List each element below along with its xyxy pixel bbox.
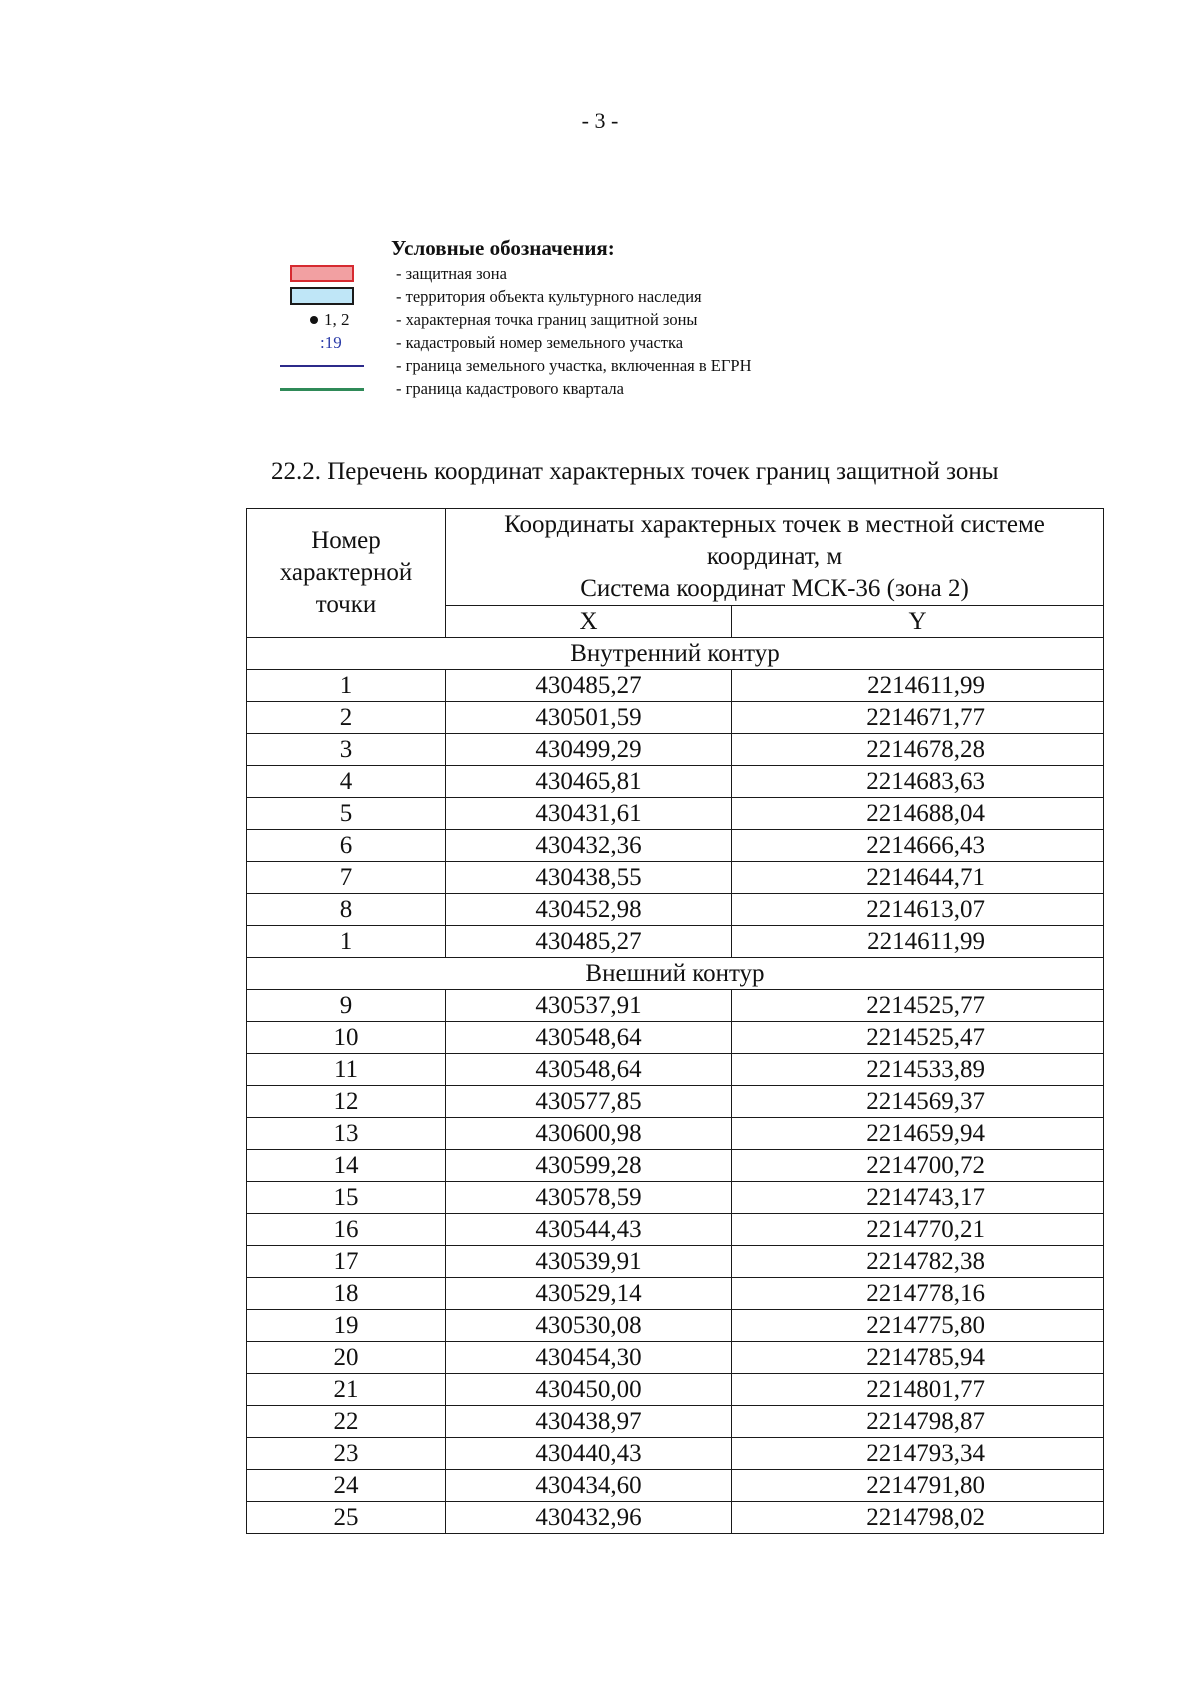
y-coordinate-cell: 2214569,37 [732, 1086, 1104, 1118]
x-coordinate-cell: 430600,98 [446, 1118, 732, 1150]
x-coordinate-cell: 430438,97 [446, 1406, 732, 1438]
y-coordinate-cell: 2214770,21 [732, 1214, 1104, 1246]
legend-item-cadastral-number [278, 332, 918, 354]
x-coordinate-cell: 430450,00 [446, 1374, 732, 1406]
point-number-cell: 25 [247, 1502, 446, 1534]
point-number-cell: 12 [247, 1086, 446, 1118]
table-row [247, 926, 1104, 958]
table-row [247, 1022, 1104, 1054]
y-coordinate-cell: 2214688,04 [732, 798, 1104, 830]
y-coordinate-cell: 2214782,38 [732, 1246, 1104, 1278]
point-number-sample: 1, 2 [324, 310, 350, 329]
header-point-number: Номер характерной точки [247, 509, 446, 638]
table-row [247, 990, 1104, 1022]
table-row [247, 1182, 1104, 1214]
x-coordinate-cell: 430440,43 [446, 1438, 732, 1470]
point-number-cell: 24 [247, 1470, 446, 1502]
table-row [247, 1406, 1104, 1438]
legend-symbol [278, 332, 368, 354]
table-row [247, 1086, 1104, 1118]
legend-item-text: - граница кадастрового квартала [396, 379, 624, 398]
section-heading: 22.2. Перечень координат характерных точек границ защитной зоны [271, 458, 999, 485]
point-number-cell: 8 [247, 894, 446, 926]
table-row [247, 766, 1104, 798]
legend-item-text: - кадастровый номер земельного участка [396, 333, 684, 352]
y-coordinate-cell: 2214611,99 [732, 670, 1104, 702]
x-coordinate-cell: 430438,55 [446, 862, 732, 894]
header-x: X [446, 606, 732, 638]
y-coordinate-cell: 2214613,07 [732, 894, 1104, 926]
x-coordinate-cell: 430454,30 [446, 1342, 732, 1374]
point-number-cell: 16 [247, 1214, 446, 1246]
x-coordinate-cell: 430529,14 [446, 1278, 732, 1310]
point-number-cell: 18 [247, 1278, 446, 1310]
legend-item-land-boundary [278, 355, 918, 377]
table-header-row [247, 509, 1104, 606]
y-coordinate-cell: 2214683,63 [732, 766, 1104, 798]
point-number-cell: 14 [247, 1150, 446, 1182]
header-coordinates-line2: Система координат МСК-36 (зона 2) [580, 575, 969, 602]
point-number-cell: 13 [247, 1118, 446, 1150]
point-number-cell: 22 [247, 1406, 446, 1438]
x-coordinate-cell: 430539,91 [446, 1246, 732, 1278]
point-number-cell: 23 [247, 1438, 446, 1470]
x-coordinate-cell: 430434,60 [446, 1470, 732, 1502]
table-row [247, 1310, 1104, 1342]
legend-item-text: - граница земельного участка, включенная в ЕГРН [396, 356, 752, 375]
point-number-cell: 4 [247, 766, 446, 798]
x-coordinate-cell: 430530,08 [446, 1310, 732, 1342]
y-coordinate-cell: 2214778,16 [732, 1278, 1104, 1310]
table-row [247, 670, 1104, 702]
y-coordinate-cell: 2214525,47 [732, 1022, 1104, 1054]
y-coordinate-cell: 2214700,72 [732, 1150, 1104, 1182]
legend-item-text: - характерная точка границ защитной зоны [396, 310, 698, 329]
x-coordinate-cell: 430544,43 [446, 1214, 732, 1246]
y-coordinate-cell: 2214791,80 [732, 1470, 1104, 1502]
point-number-cell: 21 [247, 1374, 446, 1406]
quarter-boundary-line-icon [278, 378, 368, 400]
y-coordinate-cell: 2214525,77 [732, 990, 1104, 1022]
y-coordinate-cell: 2214671,77 [732, 702, 1104, 734]
section-title: Внутренний контур [247, 638, 1104, 670]
table-row [247, 1502, 1104, 1534]
point-number-cell: 7 [247, 862, 446, 894]
y-coordinate-cell: 2214678,28 [732, 734, 1104, 766]
table-row [247, 862, 1104, 894]
x-coordinate-cell: 430548,64 [446, 1022, 732, 1054]
x-coordinate-cell: 430548,64 [446, 1054, 732, 1086]
x-coordinate-cell: 430465,81 [446, 766, 732, 798]
point-number-cell: 10 [247, 1022, 446, 1054]
section-row [247, 958, 1104, 990]
y-coordinate-cell: 2214659,94 [732, 1118, 1104, 1150]
point-number-cell: 3 [247, 734, 446, 766]
x-coordinate-cell: 430485,27 [446, 926, 732, 958]
table-row [247, 1246, 1104, 1278]
x-coordinate-cell: 430485,27 [446, 670, 732, 702]
table-row [247, 734, 1104, 766]
legend-item-characteristic-point [278, 309, 918, 331]
x-coordinate-cell: 430452,98 [446, 894, 732, 926]
section-row [247, 638, 1104, 670]
table-row [247, 1214, 1104, 1246]
x-coordinate-cell: 430537,91 [446, 990, 732, 1022]
y-coordinate-cell: 2214743,17 [732, 1182, 1104, 1214]
cadastral-number-sample: :19 [320, 333, 342, 352]
x-coordinate-cell: 430599,28 [446, 1150, 732, 1182]
x-coordinate-cell: 430578,59 [446, 1182, 732, 1214]
point-number-cell: 15 [247, 1182, 446, 1214]
legend-item-heritage-territory [278, 286, 918, 308]
y-coordinate-cell: 2214533,89 [732, 1054, 1104, 1086]
y-coordinate-cell: 2214798,87 [732, 1406, 1104, 1438]
y-coordinate-cell: 2214793,34 [732, 1438, 1104, 1470]
point-number-cell: 9 [247, 990, 446, 1022]
legend-item-text: - территория объекта культурного наследия [396, 287, 702, 306]
legend-title: Условные обозначения: [391, 236, 615, 260]
point-number-cell: 1 [247, 926, 446, 958]
legend-symbol [278, 309, 368, 331]
protective-zone-swatch-icon [278, 263, 368, 285]
land-boundary-line-icon [278, 355, 368, 377]
point-number-cell: 11 [247, 1054, 446, 1086]
x-coordinate-cell: 430501,59 [446, 702, 732, 734]
table-row [247, 1054, 1104, 1086]
y-coordinate-cell: 2214611,99 [732, 926, 1104, 958]
point-number-cell: 19 [247, 1310, 446, 1342]
x-coordinate-cell: 430431,61 [446, 798, 732, 830]
table-row [247, 702, 1104, 734]
table-row [247, 1470, 1104, 1502]
point-number-cell: 20 [247, 1342, 446, 1374]
point-number-cell: 5 [247, 798, 446, 830]
table-row [247, 894, 1104, 926]
x-coordinate-cell: 430432,36 [446, 830, 732, 862]
y-coordinate-cell: 2214666,43 [732, 830, 1104, 862]
x-coordinate-cell: 430577,85 [446, 1086, 732, 1118]
header-coordinates [446, 509, 1104, 606]
x-coordinate-cell: 430499,29 [446, 734, 732, 766]
coordinates-table [246, 508, 1104, 1534]
table-row [247, 798, 1104, 830]
table-row [247, 1278, 1104, 1310]
page-number: - 3 - [581, 108, 619, 133]
x-coordinate-cell: 430432,96 [446, 1502, 732, 1534]
y-coordinate-cell: 2214785,94 [732, 1342, 1104, 1374]
legend-item-quarter-boundary [278, 378, 918, 400]
point-number-cell: 1 [247, 670, 446, 702]
y-coordinate-cell: 2214644,71 [732, 862, 1104, 894]
header-y: Y [732, 606, 1104, 638]
legend-item-text: - защитная зона [396, 264, 507, 283]
point-dot-icon [310, 316, 318, 324]
y-coordinate-cell: 2214775,80 [732, 1310, 1104, 1342]
table-row [247, 830, 1104, 862]
table-row [247, 1342, 1104, 1374]
y-coordinate-cell: 2214798,02 [732, 1502, 1104, 1534]
point-number-cell: 2 [247, 702, 446, 734]
table-row [247, 1150, 1104, 1182]
table-row [247, 1374, 1104, 1406]
point-number-cell: 17 [247, 1246, 446, 1278]
heritage-territory-swatch-icon [278, 286, 368, 308]
table-row [247, 1118, 1104, 1150]
point-number-cell: 6 [247, 830, 446, 862]
table-row [247, 1438, 1104, 1470]
header-coordinates-line1: Координаты характерных точек в местной системе координат, м [504, 511, 1045, 570]
legend-item-protective-zone [278, 263, 918, 285]
section-title: Внешний контур [247, 958, 1104, 990]
y-coordinate-cell: 2214801,77 [732, 1374, 1104, 1406]
